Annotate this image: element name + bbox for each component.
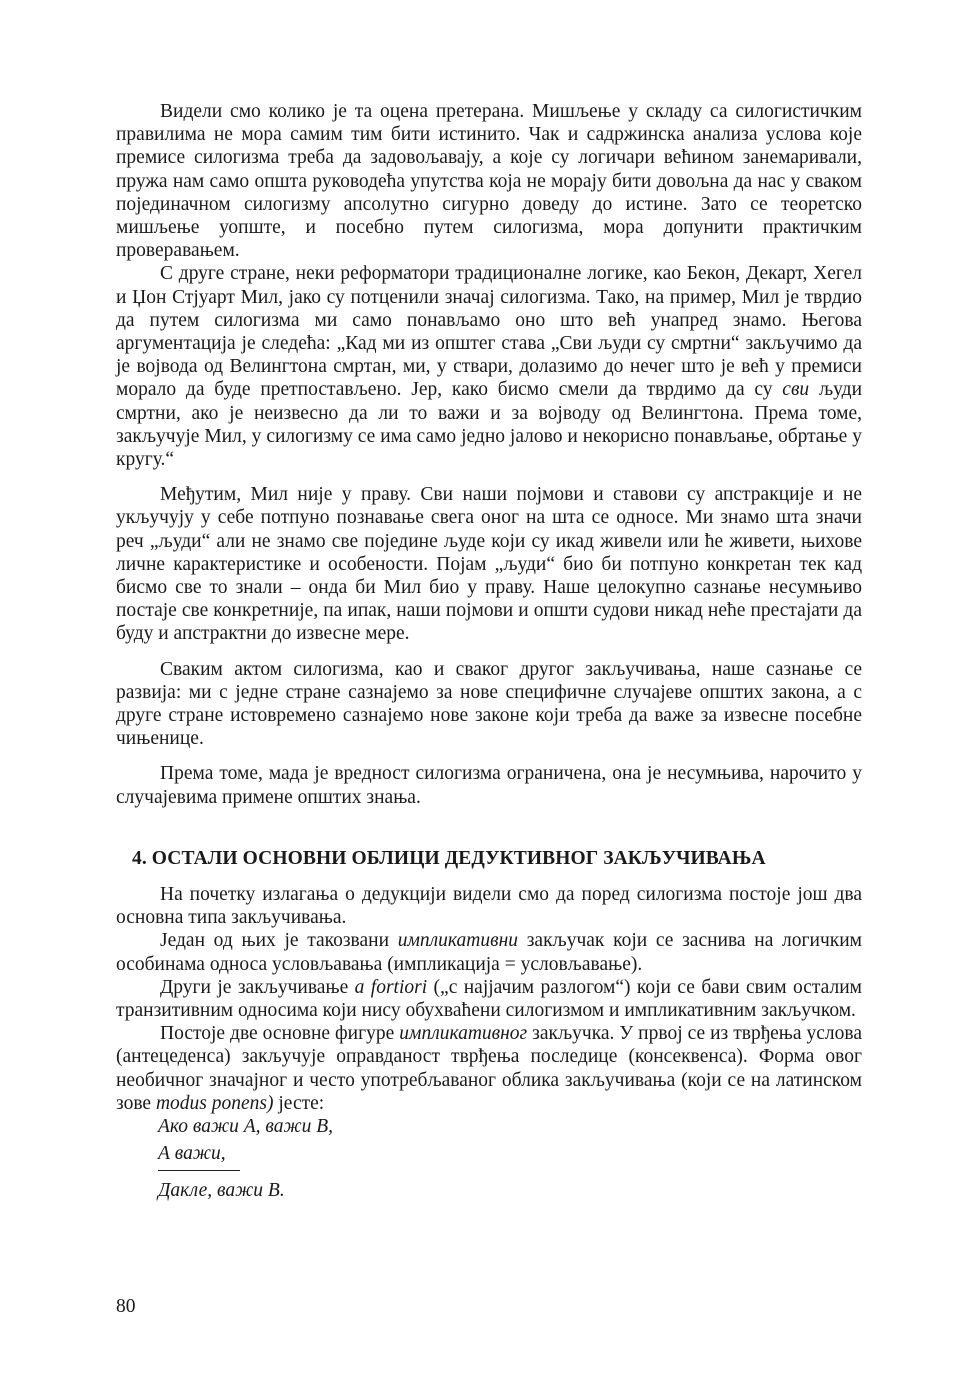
paragraph-p3 (116, 483, 862, 645)
paragraph-p6 (116, 883, 862, 929)
formula-conclusion: Дакле, важи В. (158, 1179, 285, 1201)
formula-premise-2: А важи, (158, 1142, 226, 1164)
italic-term: импликативног (399, 1023, 528, 1045)
text-run: јесте: (273, 1092, 325, 1114)
formula-premise-1: Ако важи А, важи В, (158, 1115, 334, 1137)
text-run: Међутим, Мил није у праву. Сви наши појмови и ставови су апстракције и не укључују у себе потпуно познавање свега оног на шта се односе. Ми знамо шта значи реч „људи“ али не знамо све поједине људе који су икад живели или ће живети, њихове личне карактеристике и особености. Појам „људи“ био би потпуно конкретан тек кад бисмо све то знали – онда би Мил био у праву. Наше целокупно сазнање несумњиво постаје све конкретније, па ипак, наши појмови и општи судови никад неће престајати да буду и апстрактни до извесне мере. (116, 484, 862, 645)
text-run: Постоје две основне фигуре (160, 1023, 400, 1045)
text-run: Један од њих је такозвани (160, 930, 398, 952)
formula-divider (158, 1170, 240, 1171)
paragraph-p7 (116, 929, 862, 975)
text-run: Према томе, мада је вредност силогизма ограничена, она је несумњива, нарочито у случајевима примене општих знања. (116, 763, 862, 808)
text-run: Други је закључивање (160, 976, 355, 998)
paragraph-p8 (116, 976, 862, 1022)
text-run: („с најјачим разлогом“) који се бави свим осталим транзитивним односима који нису обухваћени силогизмом и импликативним закључком. (116, 976, 862, 1021)
text-run: закључка. У првој се из тврђења услова (антецеденса) закључује оправданост тврђења последице (консеквенса). Форма овог необичног значајног и често употребљаваног облика закључивања (који се на латинском зове (116, 1023, 863, 1114)
paragraph-p5 (116, 762, 862, 808)
italic-term: импликативни (397, 930, 519, 952)
section-heading: 4. ОСТАЛИ ОСНОВНИ ОБЛИЦИ ДЕДУКТИВНОГ ЗАКЉУЧИВАЊА (132, 847, 766, 869)
page-number: 80 (116, 1296, 136, 1317)
page-body (116, 100, 862, 1203)
text-run: закључак који се заснива на логичким особинама односа условљавања (импликација = условљавање). (116, 930, 863, 975)
modus-ponens-formula (158, 1115, 862, 1203)
text-run: Сваким актом силогизма, као и сваког другог закључивања, наше сазнање се развија: ми с једне стране сазнајемо за нове специфичне случајеве општих закона, а с друге стране истовремено сазнајемо нове законе који треба да важе за извесне посебне чињенице. (116, 658, 862, 750)
paragraph-p1 (116, 100, 862, 262)
paragraph-p4 (116, 658, 862, 751)
italic-term: modus ponens) (155, 1092, 274, 1114)
text-run: људи смртни, ако је неизвесно да ли то важи и за војводу од Велингтона. Према томе, закључује Мил, у силогизму се има само једно јалово и некорисно понављање, обртање у кругу.“ (116, 379, 862, 471)
paragraph-p9 (116, 1022, 862, 1115)
text-run: Видели смо колико је та оцена претерана. Мишљење у складу са силогистичким правилима не мора самим тим бити истинито. Чак и садржинска анализа услова које премисе силогизма треба да задовољавају, а које су логичари већином занемаривали, пружа нам само општа руководећа упутства која не морају бити довољна да нас у сваком појединачном силогизму апсолутно сигурно доведу до истине. Зато се теоретско мишљење уопште, и посебно путем силогизма, мора допунити практичким проверавањем. (116, 101, 862, 262)
paragraph-p2 (116, 262, 862, 471)
italic-term: сви (782, 379, 810, 401)
text-section-after (116, 883, 862, 1115)
text-run: С друге стране, неки реформатори традиционалне логике, као Бекон, Декарт, Хегел и Џон Стјуарт Мил, јако су потценили значај силогизма. Тако, на пример, Мил је тврдио да путем силогизма ми само понављамо оно што већ унапред знамо. Његова аргументација је следећа: „Кад ми из општег става „Сви људи су смртни“ закључимо да је војвода од Велингтона смртан, ми, у ствари, долазимо до нечег што је већ у премиси морало да буде претпостављено. Јер, како бисмо смели да тврдимо да су (116, 263, 862, 401)
text-run: На почетку излагања о дедукцији видели смо да поред силогизма постоје још два основна типа закључивања. (116, 883, 862, 929)
text-section-before (116, 100, 862, 809)
italic-term: a fortiori (354, 976, 428, 998)
